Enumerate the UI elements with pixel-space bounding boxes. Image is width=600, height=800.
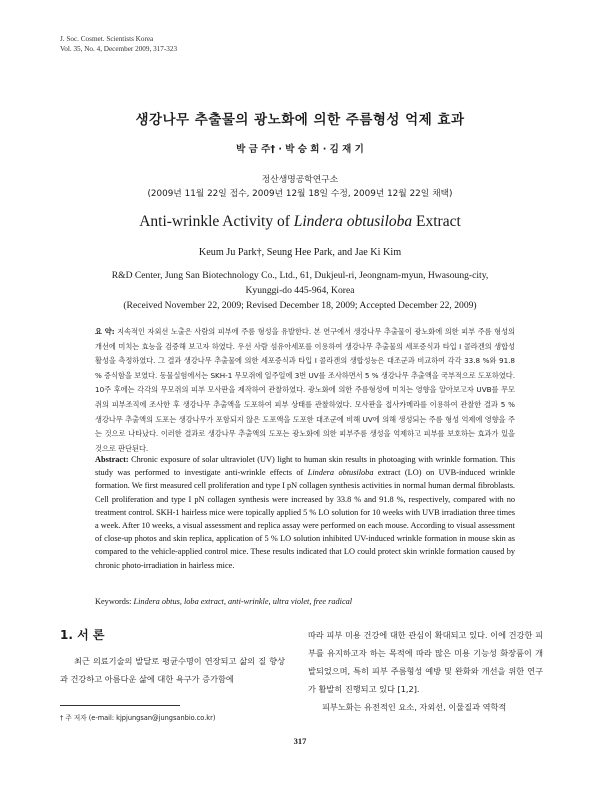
- english-title-suffix: Extract: [412, 213, 461, 230]
- intro-right-column: [308, 626, 543, 716]
- section-title: 서 론: [77, 628, 105, 642]
- korean-dates: (2009년 11월 22일 접수, 2009년 12월 18일 수정, 2009년 12월 22일 채택): [147, 189, 453, 199]
- intro-left-column: 최근 의료기술의 발달로 평균수명이 연장되고 삶의 질 향상과 건강하고 아름다운 삶에 대한 욕구가 증가함에: [60, 656, 285, 684]
- english-abstract: [95, 453, 515, 572]
- section-heading: [60, 626, 104, 643]
- english-affiliation: [40, 268, 560, 313]
- korean-abstract-text: 지속적인 자외선 노출은 사람의 피부에 주름 형성을 유발한다. 본 연구에서 생강나무 추출물이 광노화에 의한 피부 주름 형성의 개선에 미치는 효능을 검증해 보고자 하였다. 우선 사람 섬유아세포를 이용하여 생강나무 추출물의 세포증식과 타입 I 콜라겐의 생합성 활성을 측정하였다. 그 결과 생강나무 추출물에 의한 세포증식과 타입 I 콜라겐의 생합성능은 대조군과 비교하여 각각 33.8 %와 91.8 % 증식함을 보였다. 동물실험에서는 SKH-1 무모쥐에 일주일에 3번 UV를 조사하면서 5 % 생강나무 추출액을 국부적으로 도포하였다. 10주 후에는 각각의 무모쥐의 피부 모사판을 제작하여 관찰하였다. 광노화에 의한 주름형성에 미치는 영향을 알아보고자 UVB를 무모쥐의 피부조직에 조사한 후 생강나무 추출액을 도포하여 피부 상태를 관찰하였다. 모사판을 접사카메라를 이용하여 관찰한 결과 5 % 생강나무 추출액의 도포는 생강나무가 포함되지 않은 도포액을 도포한 대조군에 비해 UV에 의해 생성되는 주름 형성 억제에 영향을 주는 것으로 나타났다. 이러한 결과로 생강나무 추출액의 도포는 광노화에 의한 피부주름 생성을 억제하고 피부를 보호하는 효과가 있을 것으로 판단된다.: [95, 327, 516, 453]
- footnote-divider: [60, 705, 180, 706]
- english-abstract-label: Abstract:: [95, 455, 129, 464]
- english-abstract-text-1: Chronic exposure of solar ultraviolet (UV) light to human skin results in photoaging with wrinkle formation. This study was performed to investigate anti-wrinkle effects of: [95, 455, 515, 478]
- received-dates: (Received November 22, 2009; Revised December 18, 2009; Accepted December 22, 2009): [123, 300, 477, 311]
- corresponding-author-footnote: † 주 저자 (e-mail: kjpjungsan@jungsanbio.co.kr): [60, 714, 216, 722]
- intro-right-paragraph-1: 따라 피부 미용 건강에 대한 관심이 확대되고 있다. 이에 건강한 피부를 유지하고자 하는 목적에 따라 많은 미용 기능성 화장품이 개발되었으며, 특히 피부 주름형성 예방 및 완화와 개선을 위한 연구가 활발히 진행되고 있다 [1,2].: [308, 630, 543, 694]
- keywords-label: Keywords:: [95, 597, 132, 606]
- korean-institution: 정산생명공학연구소: [261, 175, 339, 185]
- english-authors: Keum Ju Park†, Seung Hee Park, and Jae Ki Kim: [198, 247, 402, 258]
- korean-abstract: [95, 325, 515, 456]
- korean-authors: 박 금 주† · 박 승 희 · 김 재 기: [236, 144, 364, 155]
- intro-right-paragraph-2: 피부노화는 유전적인 요소, 자외선, 이물질과 역학적: [322, 702, 507, 712]
- english-title: [0, 213, 600, 231]
- korean-title: 생강나무 추출물의 광노화에 의한 주름형성 억제 효과: [135, 112, 465, 128]
- journal-header: [60, 34, 320, 54]
- english-abstract-text-2: extract (LO) on UVB-induced wrinkle formation. We first measured cell proliferation and type I pN collagen synthesis activities in normal human dermal fibroblasts. Cell proliferation and type I pN collagen synthesis were increased by 33.8 % and 91.8 %, respectively, compared with no treatment control. SKH-1 hairless mice were topically applied 5 % LO solution for 10 weeks with UVB irradiation three times a week. After 10 weeks, a visual assessment and replica assay were performed on each mouse. According to visual assessment of close-up photos and skin replica, application of 5 % LO solution inhibited UV-induced wrinkle formation in mouse skin as compared to the vehicle-applied control mice. These results indicated that LO could protect skin wrinkle formation caused by chronic photo-irradiation in hairless mice.: [95, 468, 515, 570]
- journal-volume: Vol. 35, No. 4, December 2009, 317-323: [60, 45, 178, 53]
- english-abstract-species: Lindera obtusiloba: [307, 468, 374, 478]
- affiliation-line-1: R&D Center, Jung San Biotechnology Co., Ltd., 61, Dukjeul-ri, Jeongnam-myun, Hwasoung-city,: [111, 270, 489, 281]
- english-title-species: Lindera obtusiloba: [293, 213, 413, 230]
- english-title-prefix: Anti-wrinkle Activity of: [139, 213, 294, 230]
- korean-abstract-label: 요 약:: [95, 327, 115, 336]
- journal-name: J. Soc. Cosmet. Scientists Korea: [60, 35, 154, 43]
- page-number: 317: [293, 736, 307, 746]
- affiliation-line-2: Kyunggi-do 445-964, Korea: [245, 285, 355, 296]
- keywords-text: Lindera obtus, loba extract, anti-wrinkle, ultra violet, free radical: [131, 597, 353, 606]
- keywords: [95, 597, 515, 606]
- section-number: 1.: [60, 628, 73, 642]
